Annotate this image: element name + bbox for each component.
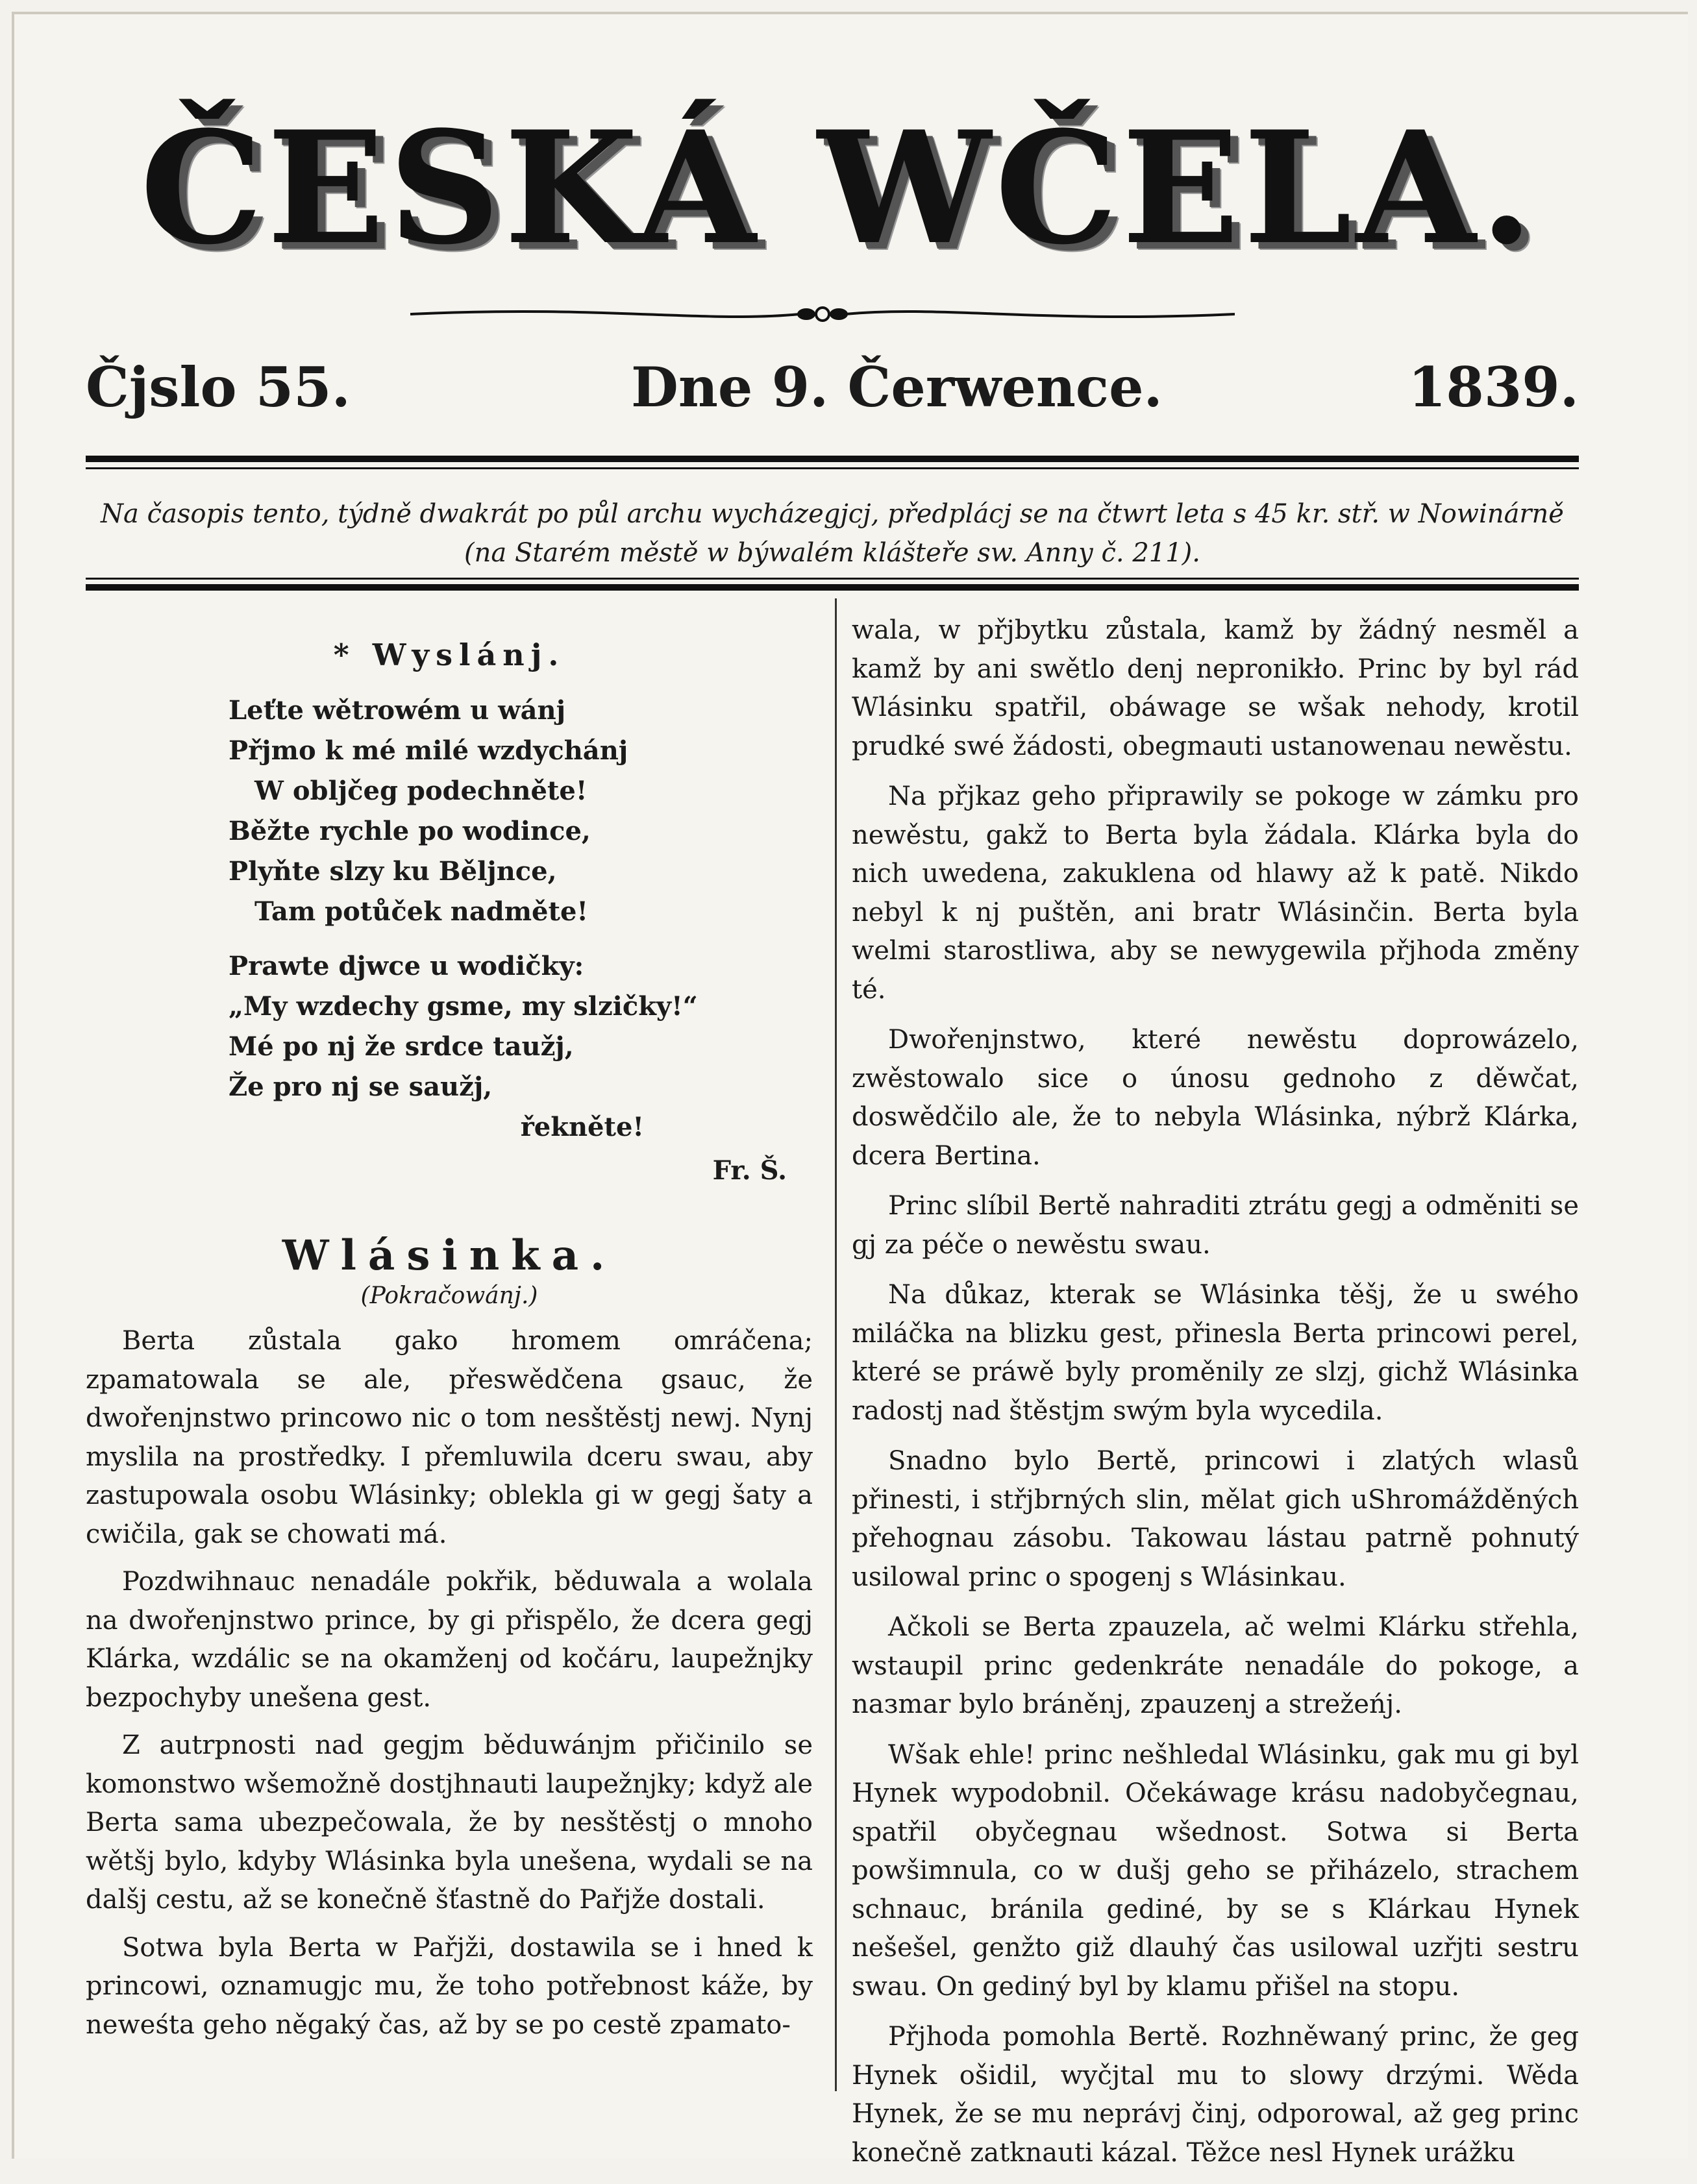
- poem-line: Běžte rychle po wodince,: [229, 816, 591, 846]
- poem-title: * Wyslánj.: [333, 637, 565, 672]
- issue-year: 1839.: [1407, 355, 1579, 419]
- poem-line: Plyňte slzy ku Běljnce,: [229, 856, 557, 887]
- story-paragraph: Dwořenjnstwo, které newěstu doprowázelo, zwěstowalo sice o únosu gednoho z děwčat, doswědčilo ale, že to nebyla Wlásinka, nýbrž Klárka, dcera Bertina.: [852, 1025, 1579, 1171]
- poem-body: [229, 691, 813, 1147]
- poem-line: Leťte wětrowém u wánj: [229, 695, 566, 726]
- dateline: [86, 355, 1579, 426]
- story-paragraph: wala, w přjbytku zůstala, kamž by žádný nesměl a kamž by ani swětlo denj nepronikło. Princ by byl rád Wlásinku spatřil, obáwage se wšak nehody, krotil prudké swé žádosti, obegmauti ustanowenau newěstu.: [852, 615, 1579, 761]
- left-column: [86, 611, 813, 2054]
- poem-line: W obljčeg podechněte!: [254, 776, 588, 806]
- rule-top-thick: [86, 456, 1579, 462]
- poem-line: Tam potůček nadměte!: [254, 896, 588, 927]
- newspaper-page: [12, 12, 1688, 2168]
- ornament-divider: [410, 300, 1235, 328]
- story-paragraph: Z autrpnosti nad gegjm běduwánjm přičinilo se komonstwo wšemožně dostjhnauti laupežnjky; když ale Berta sama ubezpečowala, že by nesštěstj o mnoho wětšj bylo, kdyby Wlásinka byla unešena, wydali se na dalšj cestu, až se konečně šťastně do Pařjže dostali.: [86, 1730, 813, 1915]
- story-paragraph: Na důkaz, kterak se Wlásinka těšj, že u swého miláčka na blizku gest, přinesla Berta princowi perel, které se práwě byly proměnily ze slzj, gichž Wlásinka radostj nad štěstjm swým byla wycedila.: [852, 1280, 1579, 1426]
- poem-line: Přjmo k mé milé wzdychánj: [229, 735, 628, 766]
- story-title: Wlásinka.: [282, 1231, 617, 1280]
- issue-date: Dne 9. Čerwence.: [631, 355, 1163, 419]
- story-paragraph: Pozdwihnauc nenadále pokřik, běduwala a wolala na dwořenjnstwo prince, by gi přispělo, že dcera gegj Klárka, wzdálic se na okamženj od kočáru, laupežnjky bezpochyby unešena gest.: [86, 1567, 813, 1713]
- poem-author: Fr. Š.: [712, 1155, 787, 1186]
- story-paragraph: Princ slíbil Bertě nahraditi ztrátu gegj a odměniti se gj za péče o newěstu swau.: [852, 1191, 1579, 1260]
- masthead-title: ČESKÁ WČELA.: [140, 98, 1538, 279]
- right-column: [852, 611, 1579, 2184]
- poem-line: „My wzdechy gsme, my slzičky!“: [229, 991, 698, 1022]
- story-paragraph: Přjhoda pomohla Bertě. Rozhněwaný princ, že geg Hynek ošidil, wyčjtal mu to slowy drzými. Wěda Hynek, že se mu neprávj činj, odporowal, až geg princ konečně zatknauti kázal. Těžce nesl Hynek urážku: [852, 2022, 1579, 2168]
- story-paragraph: Snadno bylo Bertě, princowi i zlatých wlasů přinesti, i střjbrných slin, mělat gich uShromážděných přehognau zásobu. Takowau lástau patrně pohnutý usilowal princ o spogenj s Wlásinkau.: [852, 1446, 1579, 1592]
- rule-mid-thick: [86, 584, 1579, 591]
- poem-line: Prawte djwce u wodičky:: [229, 951, 584, 981]
- story-paragraph: Berta zůstala gako hromem omráčena; zpamatowala se ale, přeswědčena gsauc, že dwořenjnstwo princowo nic o tom nesštěstj newj. Nynj myslila na prostředky. I přemluwila dceru swau, aby zastupowala osobu Wlásinky; oblekla gi w gegj šaty a cwičila, gak se chowati má.: [86, 1326, 813, 1549]
- story-paragraph: Sotwa byla Berta w Pařjži, dostawila se i hned k princowi, oznamugjc mu, že toho potřebnost káže, by neweśta geho něgaký čas, až by se po cestě zpamato-: [86, 1932, 813, 2040]
- poem-line: řekněte!: [520, 1112, 644, 1142]
- rule-top-thin: [86, 467, 1579, 469]
- subscription-note: Na časopis tento, týdně dwakrát po půl archu wycházegjcj, předplácj se na čtwrt leta s 45 kr. stř. w Nowinárně (na Starém městě w býwalém klášteře sw. Anny č. 211).: [101, 499, 1564, 568]
- rule-mid-thin: [86, 578, 1579, 580]
- story-paragraph: Na přjkaz geho připrawily se pokoge w zámku pro newěstu, gakž to Berta byla žádala. Klárka byla do nich uwedena, zakuklena od hlawy až k patě. Nikdo nebyl k nj puštěn, ani bratr Wlásinčin. Berta byla welmi starostliwa, aby se newygewila přjhoda změny té.: [852, 781, 1579, 1005]
- story-paragraph: Ačkoli se Berta zpauzela, ač welmi Klárku střehla, wstaupil princ gedenkráte nenadále do pokoge, a naзmar bylo bráněnj, zpauzenj a strežeńj.: [852, 1612, 1579, 1719]
- column-divider: [835, 598, 837, 2091]
- poem-line: Mé po nj že srdce taužj,: [229, 1031, 574, 1062]
- story-paragraph: Wšak ehle! princ nešhledal Wlásinku, gak mu gi byl Hynek wypodobnil. Očekáwage krásu nadobyčegnau, spatřil obyčegnau wšednost. Sotwa si Berta powšimnula, co w dušj geho se přiházelo, strachem schnauc, bránila gediné, by se s Klárkau Hynek nešešel, genžto giž dlauhý čas usilowal uzřjti sestru swau. On gediný byl by klamu přišel na stopu.: [852, 1739, 1579, 2002]
- story-subtitle: (Pokračowánj.): [360, 1282, 538, 1309]
- poem-line: Že pro nj se saužj,: [229, 1072, 493, 1102]
- issue-number: Čjslo 55.: [86, 355, 351, 419]
